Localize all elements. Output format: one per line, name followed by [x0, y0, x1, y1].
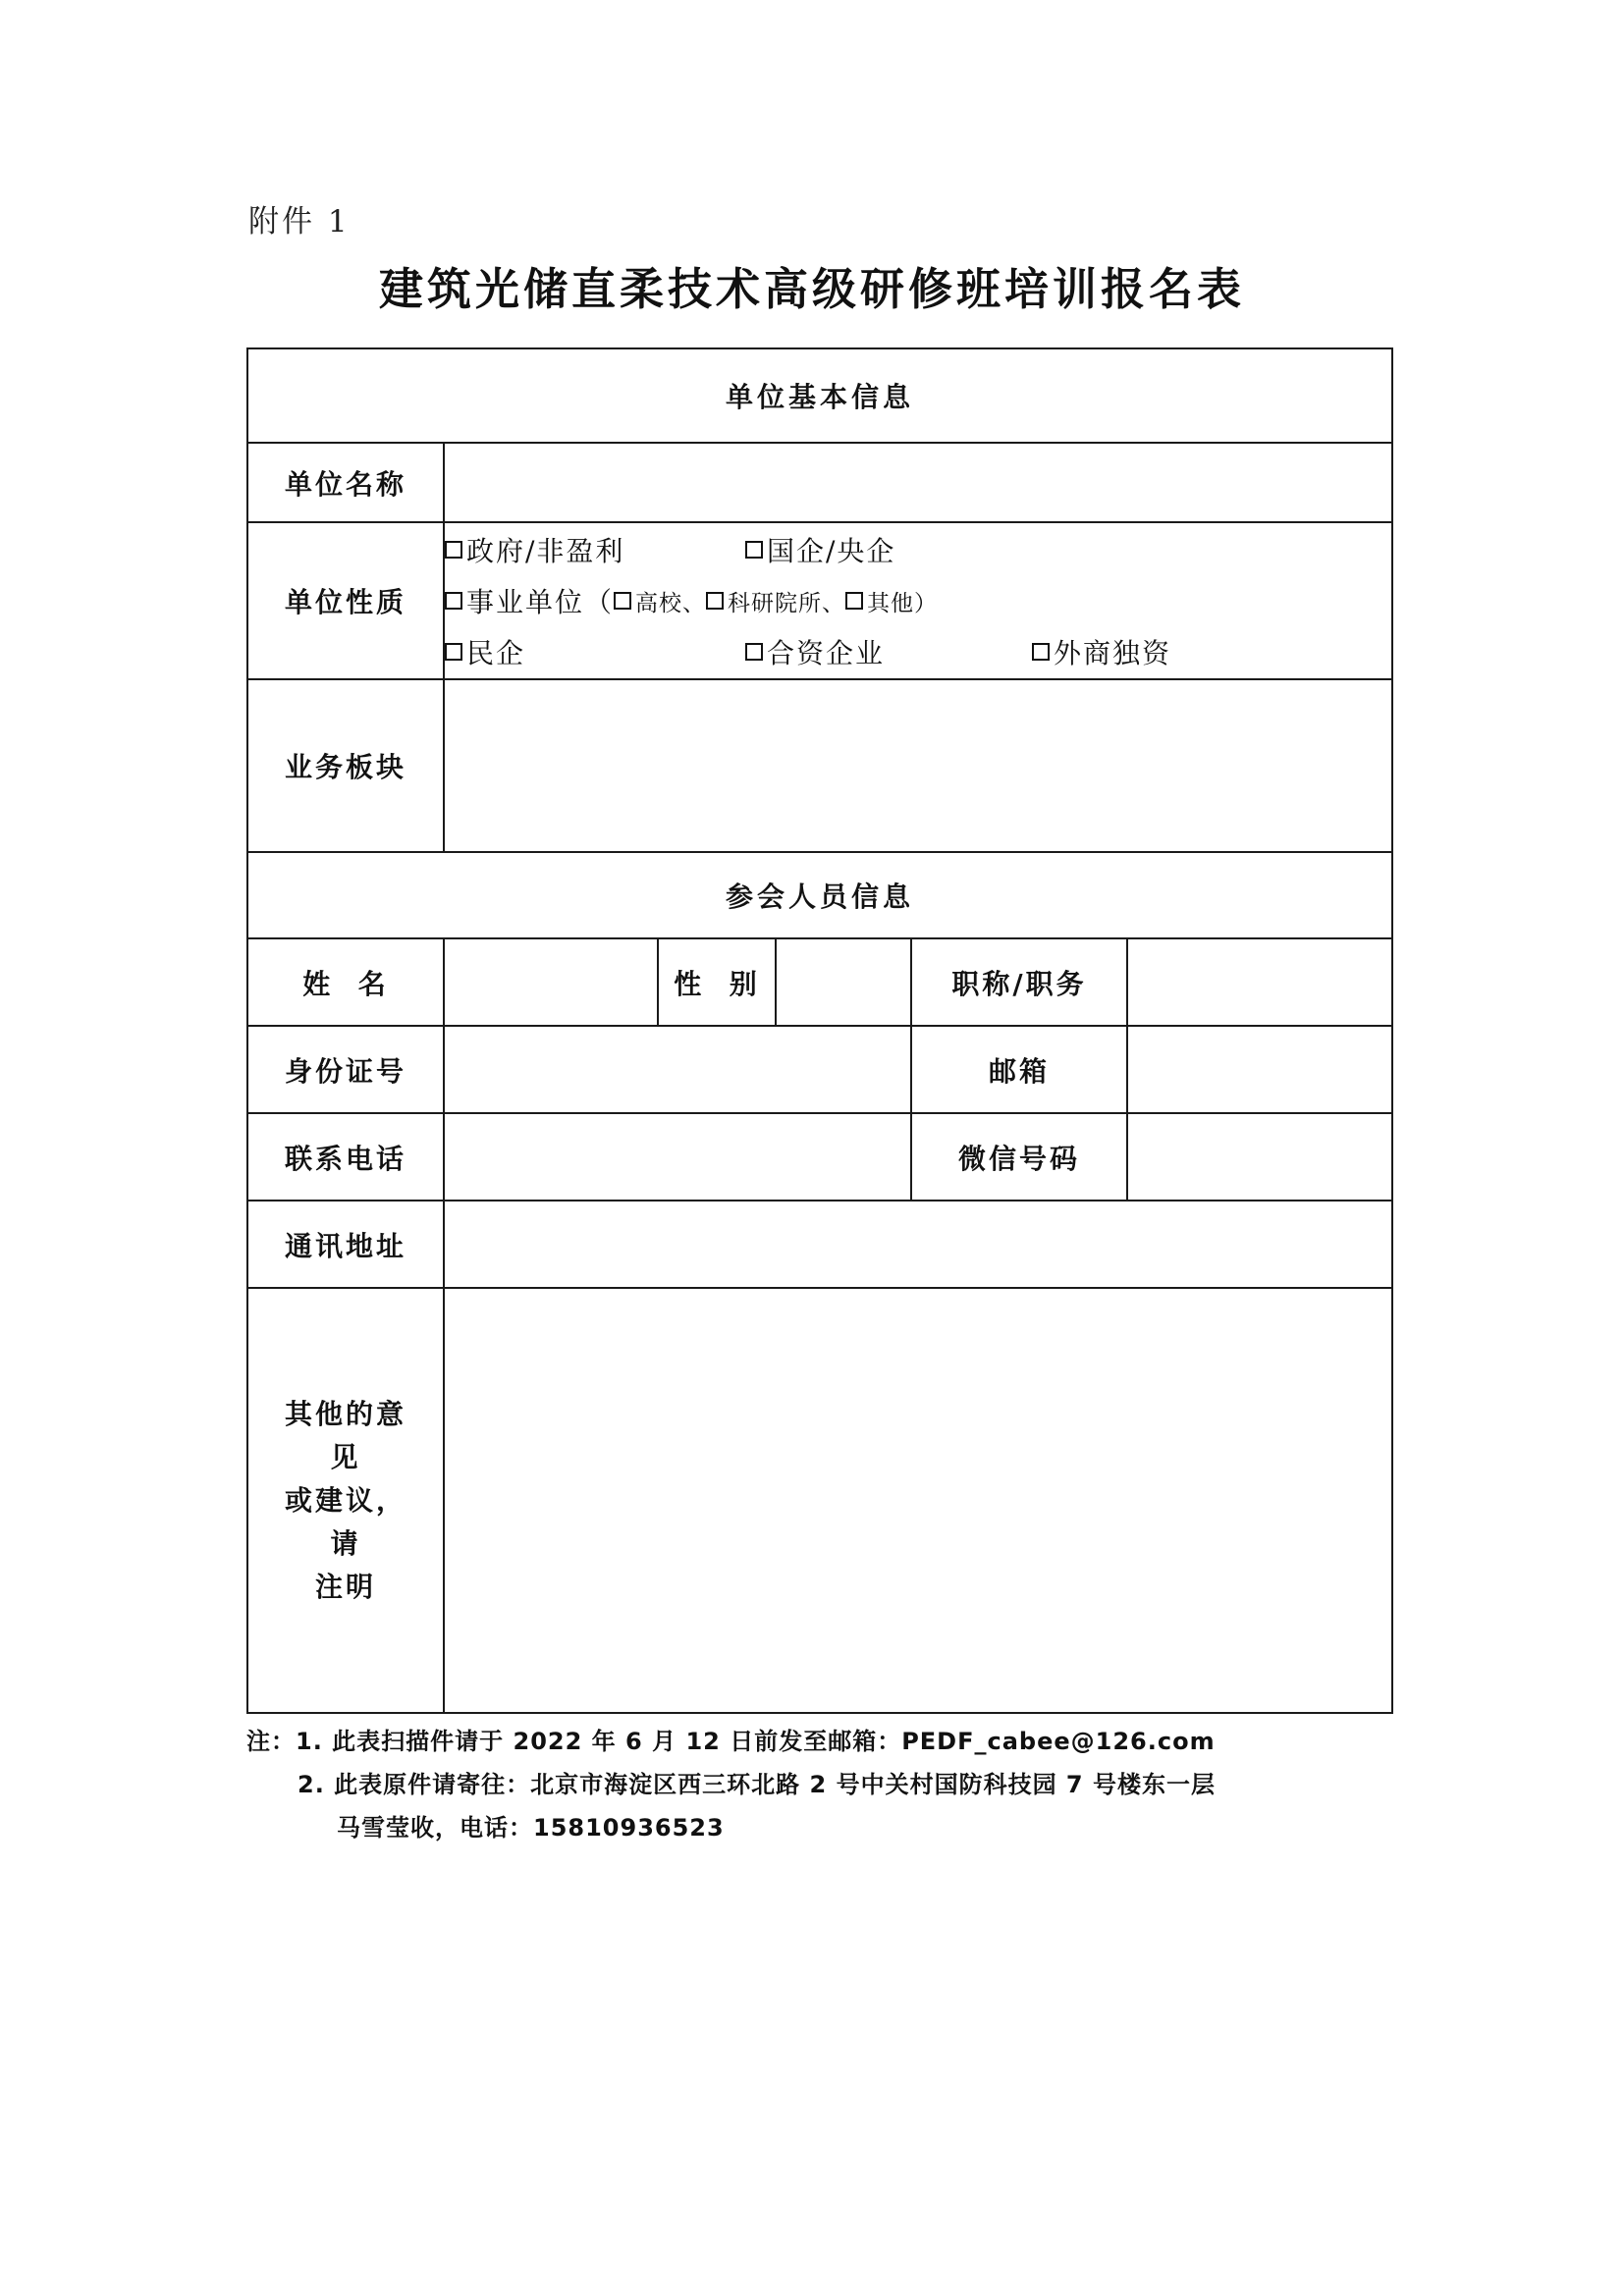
wechat-label: 微信号码	[911, 1113, 1127, 1201]
email-field[interactable]	[1127, 1026, 1392, 1113]
option-private[interactable]: 民企	[445, 632, 745, 671]
option-government[interactable]: 政府/非盈利	[445, 530, 745, 569]
gender-field[interactable]	[776, 938, 911, 1026]
phone-field[interactable]	[444, 1113, 911, 1201]
option-public-institution[interactable]: 事业单位（ 高校、 科研院所、 其他）	[445, 581, 938, 620]
business-sector-label: 业务板块	[247, 679, 444, 852]
page-title: 建筑光储直柔技术高级研修班培训报名表	[378, 263, 1245, 315]
checkbox-icon[interactable]	[445, 541, 462, 559]
checkbox-icon[interactable]	[614, 592, 631, 610]
unit-nature-label: 单位性质	[247, 522, 444, 679]
comments-label-line: 其他的意见	[284, 1397, 406, 1473]
id-number-field[interactable]	[444, 1026, 911, 1113]
checkbox-icon[interactable]	[745, 643, 763, 661]
note-line-3: 马雪莹收，电话：15810936523	[337, 1814, 725, 1842]
email-label: 邮箱	[911, 1026, 1127, 1113]
option-university[interactable]: 高校、	[614, 585, 706, 617]
checkbox-icon[interactable]	[1032, 643, 1050, 661]
job-title-field[interactable]	[1127, 938, 1392, 1026]
option-foreign-owned[interactable]: 外商独资	[1032, 632, 1171, 671]
note-line-2: 2. 此表原件请寄往：北京市海淀区西三环北路 2 号中关村国防科技园 7 号楼东一层	[298, 1771, 1216, 1798]
id-number-label: 身份证号	[247, 1026, 444, 1113]
unit-name-label: 单位名称	[247, 443, 444, 522]
checkbox-icon[interactable]	[745, 541, 763, 559]
job-title-label: 职称/职务	[911, 938, 1127, 1026]
option-joint-venture[interactable]: 合资企业	[745, 632, 1032, 671]
wechat-field[interactable]	[1127, 1113, 1392, 1201]
comments-label-line: 注明	[314, 1570, 376, 1603]
address-field[interactable]	[444, 1201, 1392, 1288]
unit-name-field[interactable]	[444, 443, 1392, 522]
attendee-name-label: 姓 名	[247, 938, 444, 1026]
comments-label	[247, 1288, 444, 1713]
note-line-1: 注：1. 此表扫描件请于 2022 年 6 月 12 日前发至邮箱：PEDF_cabee@126.com	[246, 1728, 1216, 1755]
attendee-info-section-heading: 参会人员信息	[247, 852, 1392, 938]
checkbox-icon[interactable]	[845, 592, 863, 610]
business-sector-field[interactable]	[444, 679, 1392, 852]
phone-label: 联系电话	[247, 1113, 444, 1201]
checkbox-icon[interactable]	[445, 592, 462, 610]
checkbox-icon[interactable]	[706, 592, 724, 610]
attendee-name-field[interactable]	[444, 938, 658, 1026]
checkbox-icon[interactable]	[445, 643, 462, 661]
option-state-owned[interactable]: 国企/央企	[745, 530, 1032, 569]
comments-field[interactable]	[444, 1288, 1392, 1713]
option-other[interactable]: 其他）	[845, 585, 938, 617]
unit-info-section-heading: 单位基本信息	[247, 348, 1392, 443]
unit-nature-options	[444, 522, 1392, 679]
attachment-label: 附件 1	[248, 204, 351, 240]
address-label: 通讯地址	[247, 1201, 444, 1288]
comments-label-line: 或建议，请	[284, 1483, 406, 1560]
notes-block	[246, 1720, 1216, 1849]
option-research-institute[interactable]: 科研院所、	[706, 585, 845, 617]
gender-label: 性 别	[658, 938, 776, 1026]
registration-form-table	[246, 347, 1393, 1714]
